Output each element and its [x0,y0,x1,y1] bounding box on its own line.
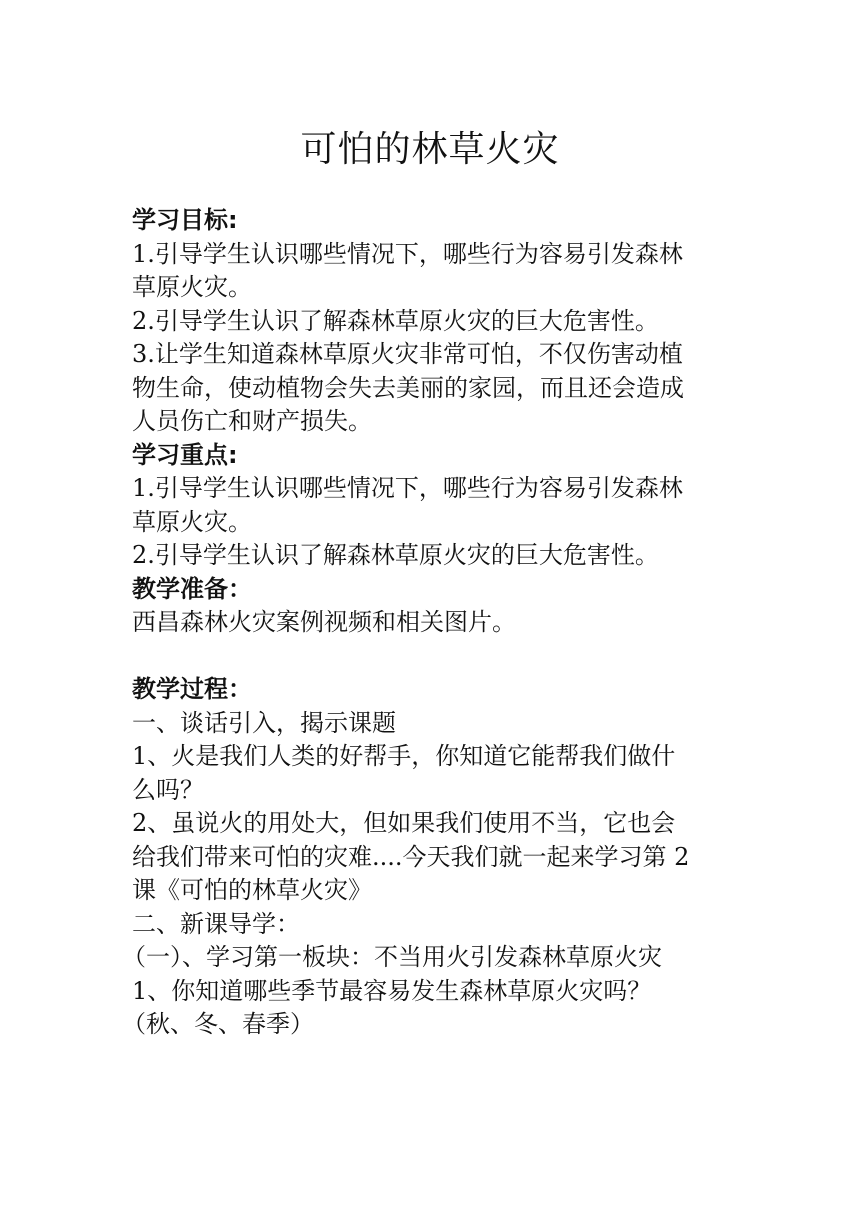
process-line: 么吗？ [132,775,204,804]
objectives-line: 3.让学生知道森林草原火灾非常可怕，不仅伤害动植 [132,340,683,368]
objectives-line: 物生命，使动植物会失去美丽的家园，而且还会造成 [132,373,684,402]
preparation-section [132,573,732,640]
objectives-line: 1.引导学生认识哪些情况下，哪些行为容易引发森林 [132,239,683,268]
preparation-line: 西昌森林火灾案例视频和相关图片。 [132,608,516,636]
process-line: 1、火是我们人类的好帮手，你知道它能帮我们做什 [132,742,676,770]
blank-line [132,640,732,674]
document-title: 可怕的林草火灾 [300,129,560,170]
preparation-heading: 教学准备： [132,574,252,603]
key-points-line: 2.引导学生认识了解森林草原火灾的巨大危害性。 [132,541,659,569]
objectives-line: 2.引导学生认识了解森林草原火灾的巨大危害性。 [132,306,659,335]
key-points-line: 草原火灾。 [132,507,252,536]
process-heading: 教学过程： [132,675,252,703]
process-line: （一）、学习第一板块：不当用火引发森林草原火灾 [122,943,662,971]
process-line: 2、虽说火的用处大，但如果我们使用不当，它也会 [132,809,676,837]
process-line: 二、新课导学： [132,909,300,938]
process-line: 给我们带来可怕的灾难....今天我们就一起来学习第 2 [132,842,690,871]
process-section [122,673,732,1042]
key-points-line: 1.引导学生认识哪些情况下，哪些行为容易引发森林 [132,474,683,502]
key-points-heading: 学习重点: [132,440,238,469]
objectives-heading: 学习目标: [132,206,238,234]
document-body [122,204,732,1042]
objectives-line: 人员伤亡和财产损失。 [132,407,372,435]
process-line: （秋、冬、春季） [122,1010,314,1038]
objectives-line: 草原火灾。 [132,273,252,301]
objectives-section [132,204,732,439]
key-points-section [132,439,732,573]
process-line: 一、谈话引入，揭示课题 [132,708,396,737]
process-line: 1、你知道哪些季节最容易发生森林草原火灾吗？ [132,976,652,1005]
process-line: 课《可怕的林草火灾》 [132,876,372,904]
